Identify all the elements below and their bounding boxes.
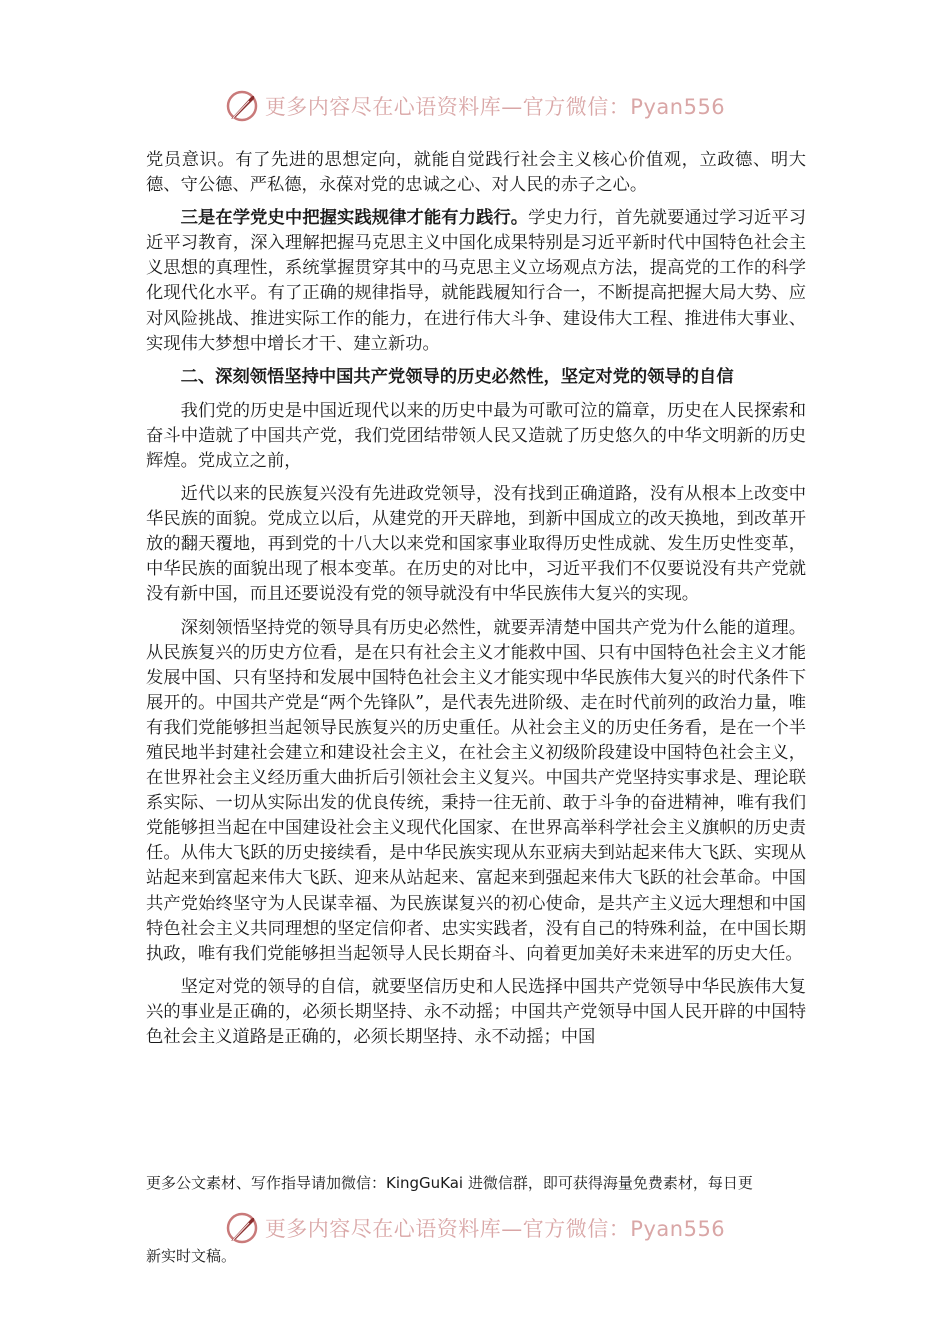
paragraph-5: 深刻领悟坚持党的领导具有历史必然性，就要弄清楚中国共产党为什么能的道理。从民族复兴的历史方位看，是在只有社会主义才能救中国、只有中国特色社会主义才能发展中国、只有坚持和发展中国特色社会主义才能实现中华民族伟大复兴的时代条件下展开的。中国共产党是“两个先锋队”，是代表先进阶级、走在时代前列的政治力量，唯有我们党能够担当起领导民族复兴的历史重任。从社会主义的历史任务看，是在一个半殖民地半封建社会建立和建设社会主义，在社会主义初级阶段建设中国特色社会主义，在世界社会主义经历重大曲折后引领社会主义复兴。中国共产党坚持实事求是、理论联系实际、一切从实际出发的优良传统，秉持一往无前、敢于斗争的奋进精神，唯有我们党能够担当起在中国建设社会主义现代化国家、在世界高举科学社会主义旗帜的历史责任。从伟大飞跃的历史接续看，是中华民族实现从东亚病夫到站起来伟大飞跃、实现从站起来到富起来伟大飞跃、迎来从站起来、富起来到强起来伟大飞跃的社会革命。中国共产党始终坚守为人民谋幸福、为民族谋复兴的初心使命，是共产主义远大理想和中国特色社会主义共同理想的坚定信仰者、忠实实践者，没有自己的特殊利益，在中国长期执政，唯有我们党能够担当起领导人民长期奋斗、向着更加美好未来进军的历史大任。 — [146, 617, 806, 964]
paragraph-3: 我们党的历史是中国近现代以来的历史中最为可歌可泣的篇章，历史在人民探索和奋斗中造就了中国共产党，我们党团结带领人民又造就了历史悠久的中华文明新的历史辉煌。党成立之前， — [146, 400, 806, 471]
paragraph-1: 党员意识。有了先进的思想定向，就能自觉践行社会主义核心价值观，立政德、明大德、守公德、严私德，永葆对党的忠诚之心、对人民的赤子之心。 — [146, 150, 806, 196]
section-heading: 二、深刻领悟坚持中国共产党领导的历史必然性，坚定对党的领导的自信 — [180, 366, 734, 387]
footer-watermark-banner — [0, 1208, 950, 1248]
footer-tail-text: 新实时文稿。 — [146, 1247, 237, 1265]
paragraph-2 — [146, 206, 806, 357]
paragraph-6: 坚定对党的领导的自信，就要坚信历史和人民选择中国共产党领导中华民族伟大复兴的事业是正确的，必须长期坚持、永不动摇；中国共产党领导中国人民开辟的中国特色社会主义道路是正确的，必须长期坚持、永不动摇；中国 — [146, 976, 806, 1047]
banner-text: 更多内容尽在心语资料库—官方微信：Pyan556 — [264, 1217, 726, 1241]
paragraph-2-body: 学史力行，首先就要通过学习近平习近平习教育，深入理解把握马克思主义中国化成果特别是习近平新时代中国特色社会主义思想的真理性，系统掌握贯穿其中的马克思主义立场观点方法，提高党的工作的科学化现代化水平。有了正确的规律指导，就能践履知行合一，不断提高把握大局大势、应对风险挑战、推进实际工作的能力，在进行伟大斗争、建设伟大工程、推进伟大事业、实现伟大梦想中增长才干、建立新功。 — [146, 208, 806, 354]
quill-logo-icon — [225, 89, 259, 123]
paragraph-2-lead: 三是在学党史中把握实践规律才能有力践行。 — [180, 208, 529, 229]
footer-note: 更多公文素材、写作指导请加微信：KingGuKai 进微信群，即可获得海量免费素材，每日更 — [146, 1174, 753, 1192]
paragraph-4: 近代以来的民族复兴没有先进政党领导，没有找到正确道路，没有从根本上改变中华民族的面貌。党成立以后，从建党的开天辟地，到新中国成立的改天换地，到改革开放的翻天覆地，再到党的十八大以来党和国家事业取得历史性成就、发生历史性变革，中华民族的面貌出现了根本变革。在历史的对比中，习近平我们不仅要说没有共产党就没有新中国，而且还要说没有党的领导就没有中华民族伟大复兴的实现。 — [146, 484, 806, 605]
quill-logo-icon — [225, 1211, 259, 1245]
document-body — [146, 148, 806, 1058]
header-watermark-banner — [0, 86, 950, 126]
banner-text: 更多内容尽在心语资料库—官方微信：Pyan556 — [264, 95, 726, 119]
